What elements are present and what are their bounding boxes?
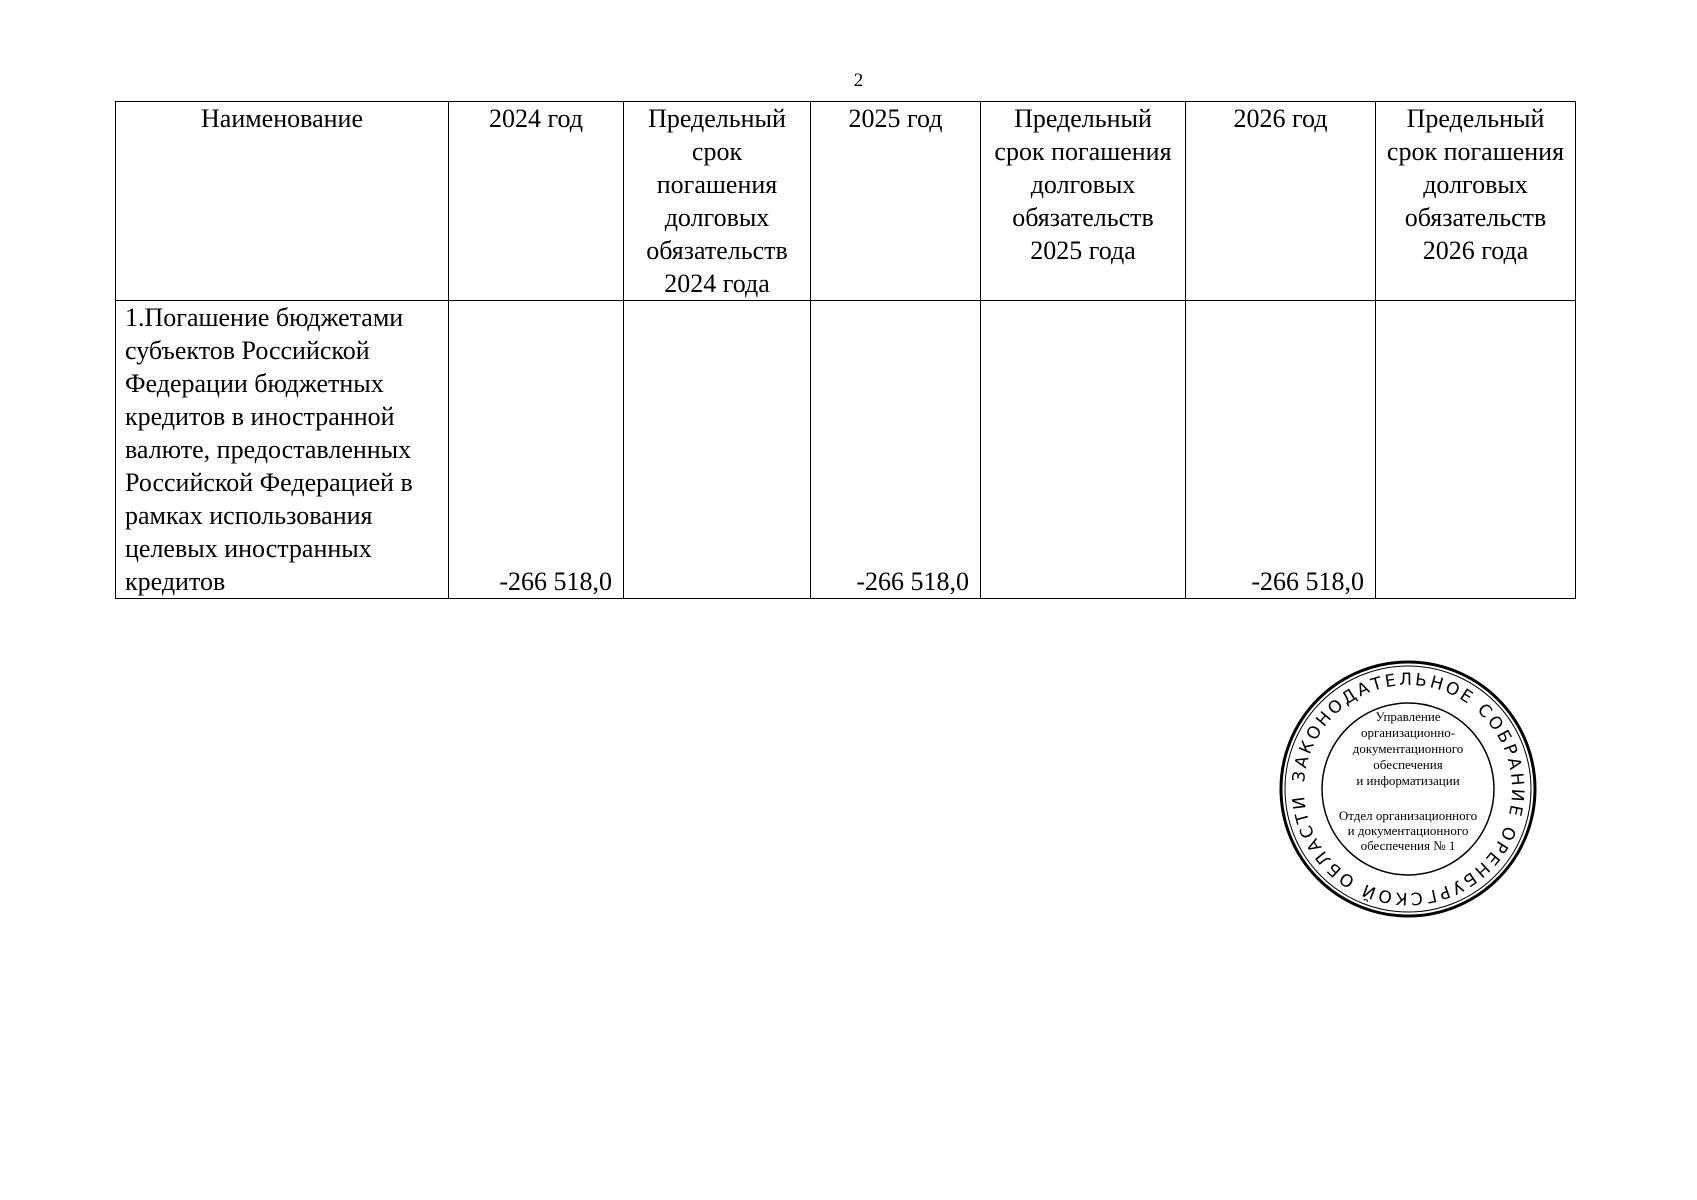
stamp-line-8: обеспечения № 1 bbox=[1360, 838, 1456, 853]
stamp-line-4: обеспечения bbox=[1373, 757, 1443, 772]
row-deadline-2025 bbox=[981, 301, 1186, 599]
stamp-line-5: и информатизации bbox=[1356, 773, 1460, 788]
header-deadline-2025: Предельный срок погашения долговых обязательств 2025 года bbox=[981, 102, 1186, 301]
row-value-2026: -266 518,0 bbox=[1186, 301, 1376, 599]
header-year-2025: 2025 год bbox=[811, 102, 981, 301]
table-row bbox=[116, 301, 1576, 599]
header-deadline-2024: Предельный срок погашения долговых обязательств 2024 года bbox=[624, 102, 811, 301]
stamp-line-3: документационного bbox=[1352, 741, 1464, 756]
row-deadline-2024 bbox=[624, 301, 811, 599]
table-header-row bbox=[116, 102, 1576, 301]
row-value-2025: -266 518,0 bbox=[811, 301, 981, 599]
row-name-cell: 1.Погашение бюджетами субъектов Российской Федерации бюджетных кредитов в иностранной валюте, предоставленных Российской Федерацией в рамках использования целевых иностранных кредитов bbox=[116, 301, 449, 599]
row-value-2024: -266 518,0 bbox=[449, 301, 624, 599]
stamp-line-6: Отдел организационного bbox=[1338, 808, 1478, 823]
header-year-2026: 2026 год bbox=[1186, 102, 1376, 301]
stamp-outer-text: ЗАКОНОДАТЕЛЬНОЕ СОБРАНИЕ ОРЕНБУРГСКОЙ ОБЛАСТИ bbox=[1289, 669, 1528, 909]
header-year-2024: 2024 год bbox=[449, 102, 624, 301]
stamp-line-7: и документационного bbox=[1347, 823, 1469, 838]
stamp-line-2: организационно- bbox=[1360, 725, 1456, 740]
official-stamp bbox=[1276, 658, 1540, 920]
header-name: Наименование bbox=[116, 102, 449, 301]
budget-table bbox=[115, 101, 1576, 599]
header-deadline-2026: Предельный срок погашения долговых обязательств 2026 года bbox=[1376, 102, 1576, 301]
row-deadline-2026 bbox=[1376, 301, 1576, 599]
page-number: 2 bbox=[853, 70, 864, 91]
stamp-line-1: Управление bbox=[1375, 709, 1441, 724]
